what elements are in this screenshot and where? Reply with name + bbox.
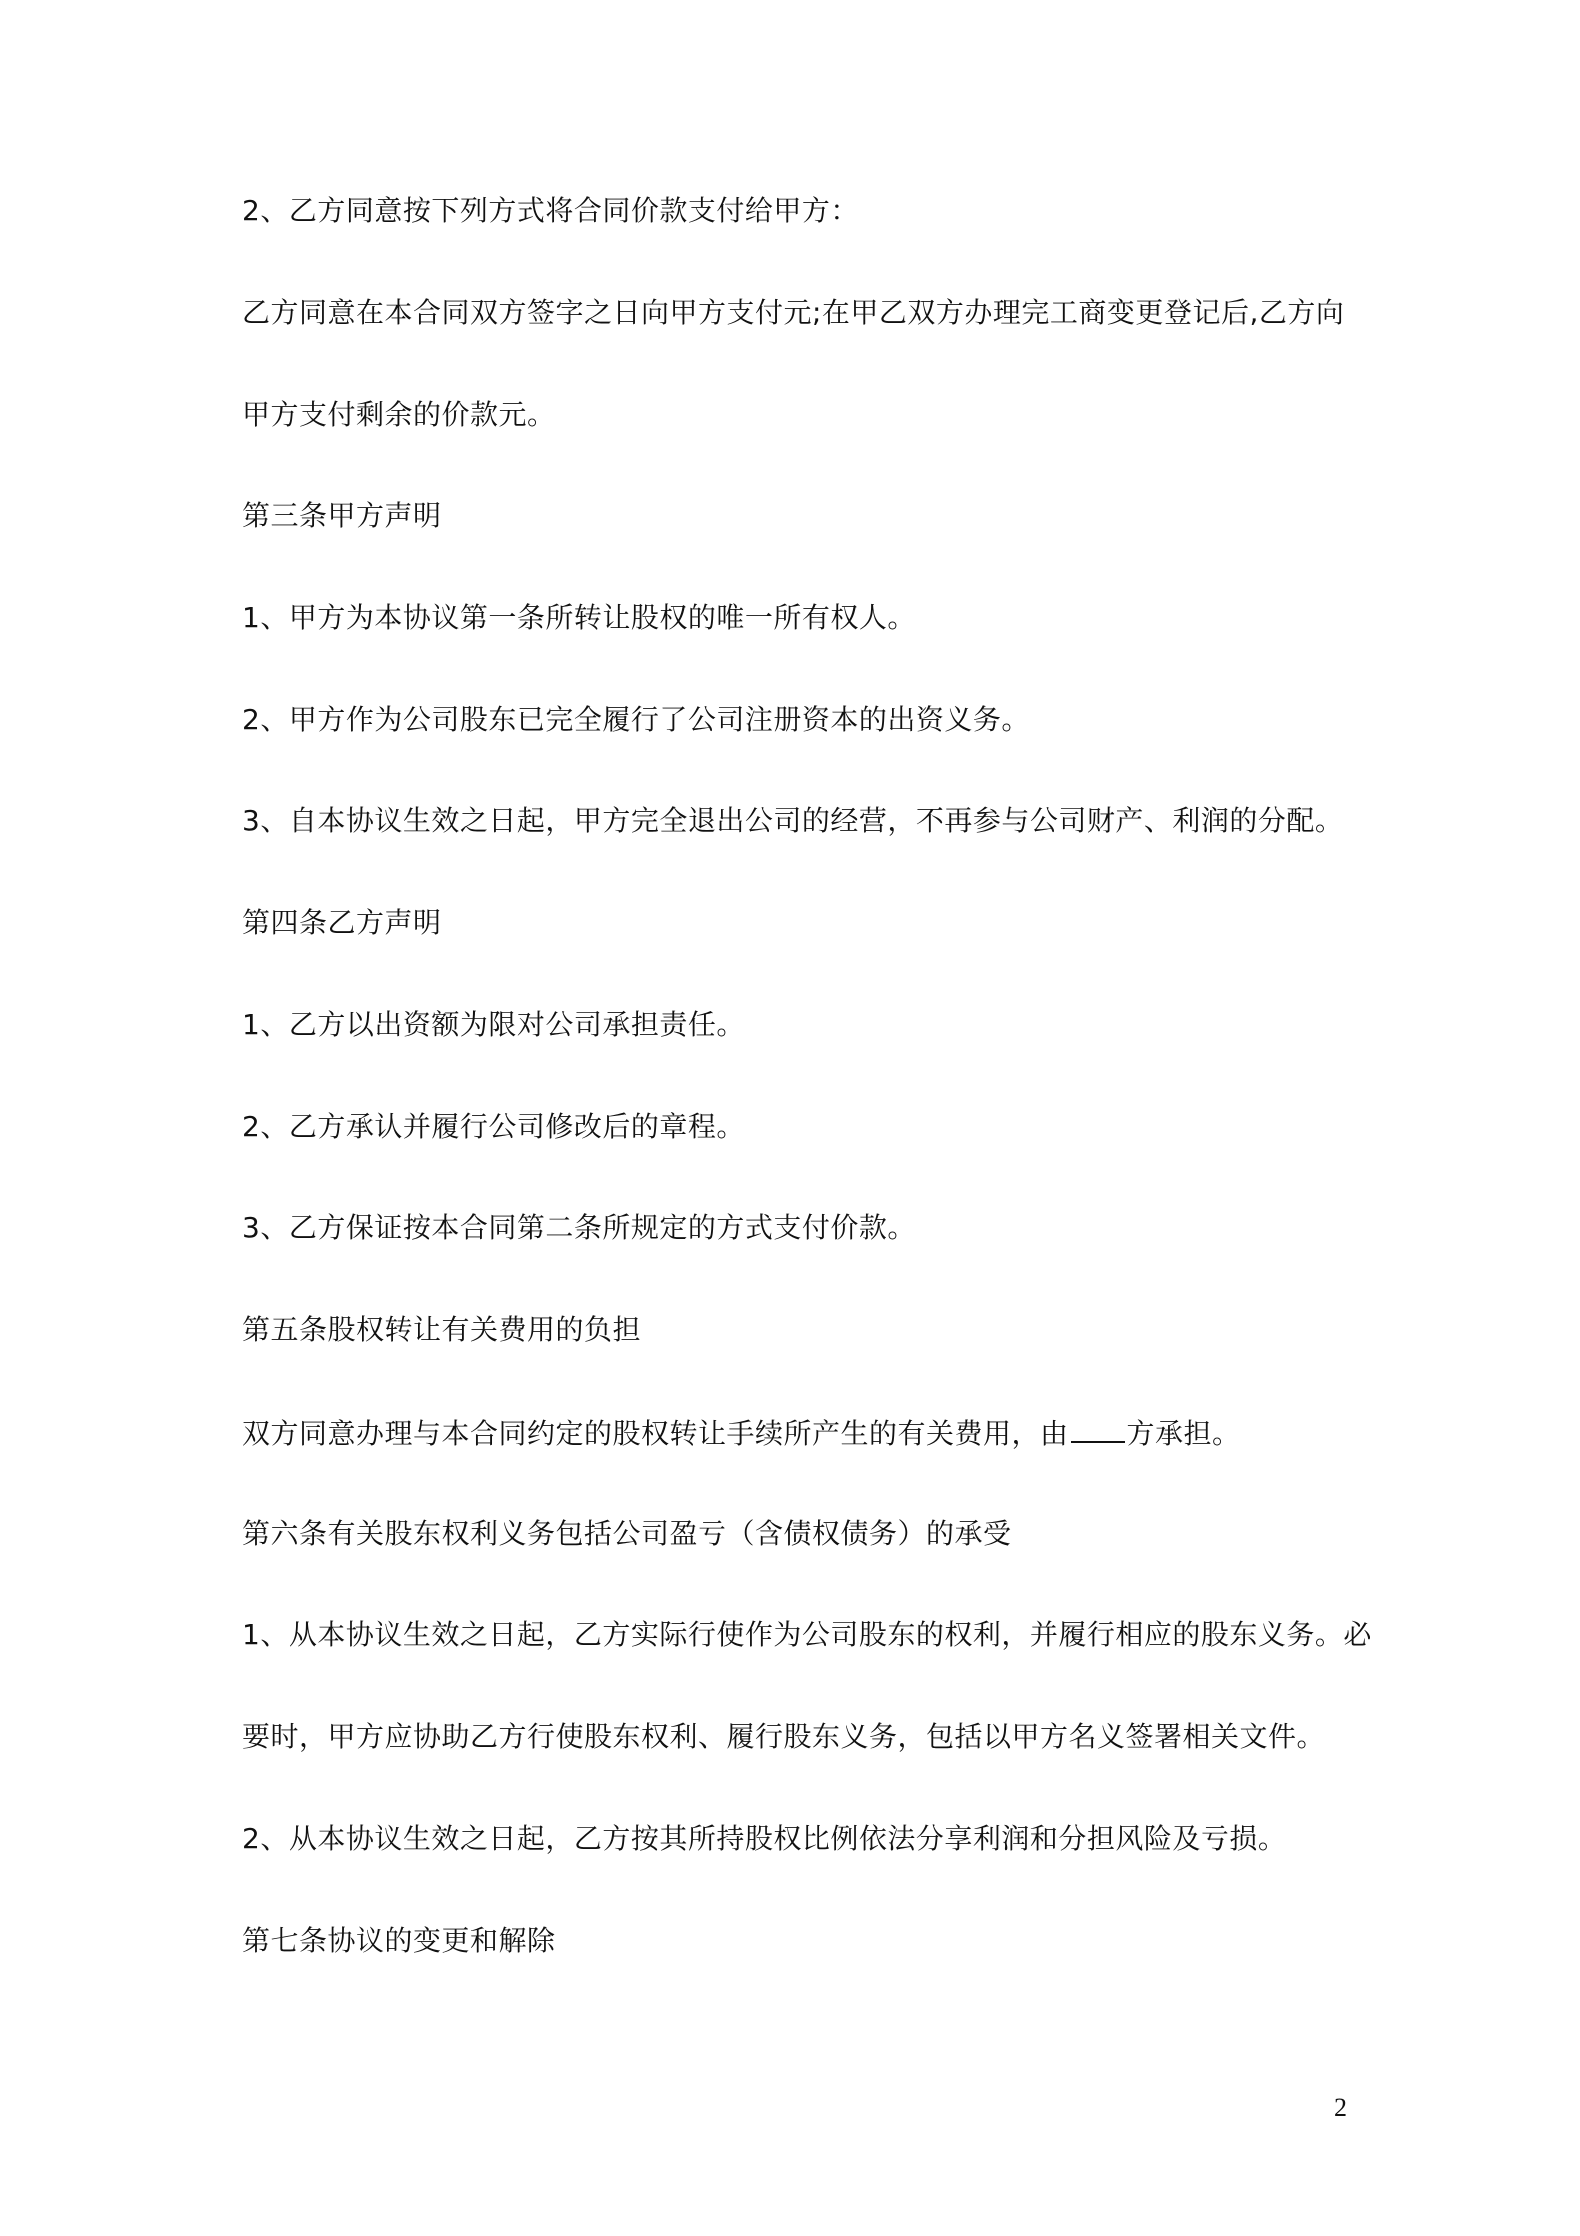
payment-method-clause: 2、乙方同意按下列方式将合同价款支付给甲方： [242, 194, 859, 227]
party-b-statement-3: 3、乙方保证按本合同第二条所规定的方式支付价款。 [242, 1211, 916, 1244]
party-a-statement-1: 1、甲方为本协议第一条所转让股权的唯一所有权人。 [242, 601, 916, 634]
party-a-statement-2: 2、甲方作为公司股东已完全履行了公司注册资本的出资义务。 [242, 703, 1030, 736]
party-a-statement-3: 3、自本协议生效之日起，甲方完全退出公司的经营，不再参与公司财产、利润的分配。 [242, 804, 1344, 837]
shareholder-rights-line-1: 1、从本协议生效之日起，乙方实际行使作为公司股东的权利，并履行相应的股东义务。必 [242, 1618, 1372, 1651]
party-b-statement-1: 1、乙方以出资额为限对公司承担责任。 [242, 1008, 745, 1041]
section-heading-article-5: 第五条股权转让有关费用的负担 [242, 1313, 642, 1346]
fee-line-text-after: 方承担。 [1126, 1417, 1241, 1450]
fee-responsibility-line [242, 1415, 1241, 1451]
payment-terms-line-1: 乙方同意在本合同双方签字之日向甲方支付元;在甲乙双方办理完工商变更登记后,乙方向 [242, 296, 1345, 329]
section-heading-article-6: 第六条有关股东权利义务包括公司盈亏（含债权债务）的承受 [242, 1517, 1012, 1550]
page-number: 2 [1334, 2093, 1347, 2122]
payment-terms-line-2: 甲方支付剩余的价款元。 [242, 398, 556, 431]
section-heading-article-4: 第四条乙方声明 [242, 906, 442, 939]
profit-sharing-clause: 2、从本协议生效之日起，乙方按其所持股权比例依法分享利润和分担风险及亏损。 [242, 1822, 1287, 1855]
fill-in-blank [1071, 1415, 1125, 1443]
party-b-statement-2: 2、乙方承认并履行公司修改后的章程。 [242, 1110, 745, 1143]
section-heading-article-3: 第三条甲方声明 [242, 499, 442, 532]
shareholder-rights-line-2: 要时，甲方应协助乙方行使股东权利、履行股东义务，包括以甲方名义签署相关文件。 [242, 1720, 1326, 1753]
fee-line-text-before: 双方同意办理与本合同约定的股权转让手续所产生的有关费用，由 [242, 1417, 1069, 1450]
section-heading-article-7: 第七条协议的变更和解除 [242, 1924, 556, 1957]
